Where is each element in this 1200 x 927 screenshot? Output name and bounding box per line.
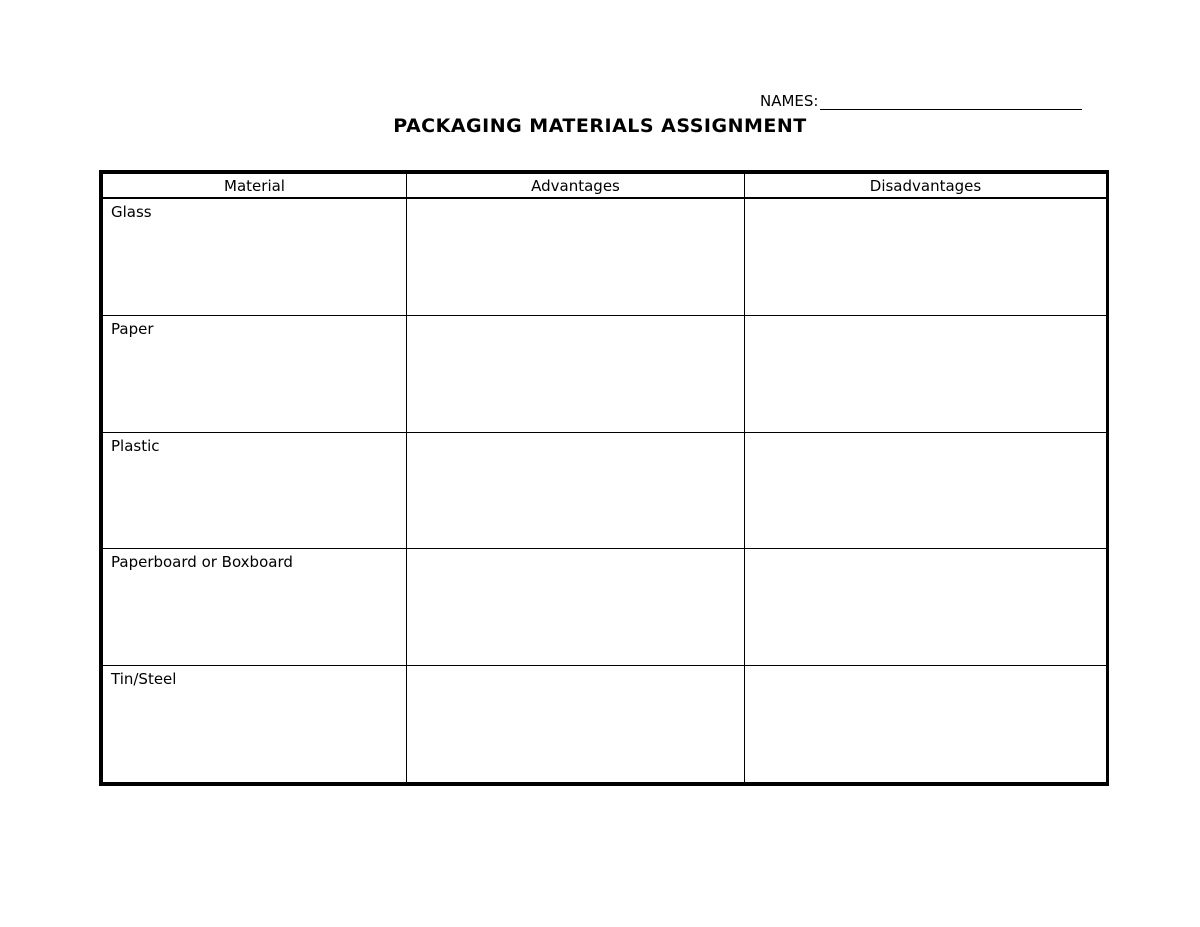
names-blank-line[interactable] bbox=[820, 95, 1082, 110]
names-field[interactable] bbox=[760, 90, 1082, 110]
disadvantages-cell-paper[interactable] bbox=[745, 315, 1107, 432]
material-label-plastic: Plastic bbox=[111, 436, 160, 455]
table-row bbox=[103, 432, 1107, 549]
advantages-cell-paperboard[interactable] bbox=[407, 549, 745, 666]
advantages-cell-glass[interactable] bbox=[407, 198, 745, 315]
material-label-tin-steel: Tin/Steel bbox=[111, 670, 177, 689]
advantages-cell-tin-steel[interactable] bbox=[407, 666, 745, 783]
material-label-paper: Paper bbox=[111, 319, 154, 338]
material-cell bbox=[103, 315, 407, 432]
material-cell bbox=[103, 198, 407, 315]
table-header-row bbox=[103, 174, 1107, 199]
column-header-advantages: Advantages bbox=[407, 174, 745, 199]
disadvantages-cell-paperboard[interactable] bbox=[745, 549, 1107, 666]
material-cell bbox=[103, 549, 407, 666]
disadvantages-cell-plastic[interactable] bbox=[745, 432, 1107, 549]
names-label: NAMES: bbox=[760, 92, 819, 110]
material-cell bbox=[103, 432, 407, 549]
materials-table bbox=[99, 170, 1109, 786]
table-row bbox=[103, 315, 1107, 432]
advantages-cell-plastic[interactable] bbox=[407, 432, 745, 549]
table-row bbox=[103, 666, 1107, 783]
material-cell bbox=[103, 666, 407, 783]
page-title: PACKAGING MATERIALS ASSIGNMENT bbox=[393, 115, 807, 137]
disadvantages-cell-tin-steel[interactable] bbox=[745, 666, 1107, 783]
material-label-glass: Glass bbox=[111, 203, 152, 221]
advantages-cell-paper[interactable] bbox=[407, 315, 745, 432]
table-row bbox=[103, 198, 1107, 315]
column-header-material: Material bbox=[103, 174, 407, 199]
table-row bbox=[103, 549, 1107, 666]
disadvantages-cell-glass[interactable] bbox=[745, 198, 1107, 315]
material-label-paperboard: Paperboard or Boxboard bbox=[111, 553, 293, 572]
column-header-disadvantages: Disadvantages bbox=[745, 174, 1107, 199]
